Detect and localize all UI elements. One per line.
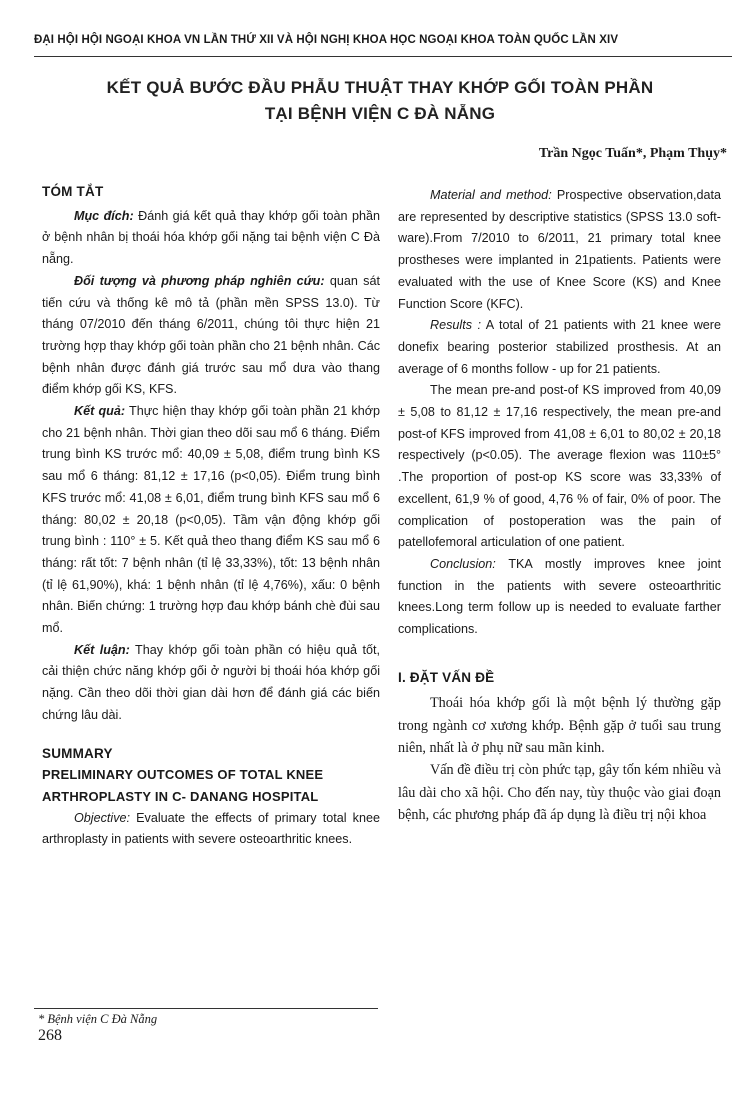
datvande-heading: I. ĐẶT VẤN ĐỀ	[398, 669, 495, 685]
datvande-para1: Thoái hóa khớp gối là một bệnh lý thường gặp trong ngành cơ xương khớp. Bệnh gặp ở tuổi sau trung niên, nhất là ở phụ nữ sau mãn kinh.	[398, 695, 721, 757]
paper-title-line2: TẠI BỆNH VIỆN C ĐÀ NẴNG	[264, 104, 496, 123]
left-column	[42, 185, 380, 851]
right-column	[398, 185, 721, 826]
footnote: * Bệnh viện C Đà Nẵng	[38, 1012, 158, 1026]
results-paragraph	[398, 315, 721, 380]
datvande-para2: Vấn đề điều trị còn phức tạp, gây tốn kém nhiều và lâu dài cho xã hội. Cho đến nay, tùy thuộc vào giai đoạn bệnh, các phương pháp đã áp dụng là điều trị nội khoa	[398, 762, 721, 823]
doituong-label: Đối tượng và phương pháp nghiên cứu:	[74, 273, 325, 288]
ketqua-label: Kết quả:	[74, 404, 126, 419]
mean-paragraph: The mean pre-and post-of KS improved from 40,09 ± 5,08 to 81,12 ± 17,16 respectively, the mean pre-and post-of KFS improved from 41,08 ± 6,01 to 80,02 ± 20,18 respectively (p<0.05). The average flexion was 110±5° .The proportion of post-op KS score was 33,33% of excellent, 61,9 % of good, 4,76 % of fair, 0% of poor. The complication of postoperation was the pain of patellofemoral articulation of one patient.	[398, 383, 721, 550]
conclusion-paragraph	[398, 554, 721, 641]
objective-paragraph	[42, 808, 380, 851]
results-text: A total of 21 patients with 21 knee were donefix bearing posterior stabilized prosthesis. At an average of 6 months follow - up for 21 patients.	[398, 318, 721, 376]
ketqua-text: Thực hiện thay khớp gối toàn phần 21 khớp cho 21 bệnh nhân. Thời gian theo dõi sau mổ 6 tháng. Điểm trung bình KS trước mổ: 40,09 ± 5,08, điểm trung bình KS sau mổ 6 tháng: 81,12 ± 17,16 (p<0,05). Điểm trung bình KFS trước mổ: 41,08 ± 6,01, điểm trung bình KFS sau mổ 6 tháng: 80,02 ± 20,18 (p<0,05). Tầm vận động khớp gối trung bình : 110° ± 5. Kết quả theo thang điểm KS sau mổ 6 tháng: rất tốt: 7 bệnh nhân (tỉ lệ 33,33%), tốt: 13 bệnh nhân (tỉ lệ 61,90%), khá: 1 bệnh nhân (tỉ lệ 4,76%), xấu: 0 bệnh nhân. Biến chứng: 1 trường hợp đau khớp bánh chè đùi sau mổ.	[42, 404, 380, 636]
summary-heading: SUMMARY	[42, 745, 113, 761]
ketluan-text: Thay khớp gối toàn phần có hiệu quả tốt, cải thiện chức năng khớp gối ở người bị thoái hóa khớp gối nặng. Cần theo dõi thời gian dài hơn để đánh giá các biến chứng lâu dài.	[42, 642, 380, 722]
ketluan-paragraph	[42, 640, 380, 727]
conclusion-text: TKA mostly improves knee joint function in the patients with severe osteoarthritic knees.Long term follow up is needed to evaluate farther complications.	[398, 556, 721, 637]
header-rule	[34, 56, 732, 57]
footnote-rule	[34, 1008, 378, 1009]
mucdich-text: Đánh giá kết quả thay khớp gối toàn phần ở bệnh nhân bị thoái hóa khớp gối nặng tai bệnh viện C Đà nẵng.	[42, 208, 380, 267]
ketluan-label: Kết luận:	[74, 642, 130, 657]
running-header: ĐẠI HỘI HỘI NGOẠI KHOA VN LẦN THỨ XII VÀ HỘI NGHỊ KHOA HỌC NGOẠI KHOA TOÀN QUỐC LẦN XIV	[34, 34, 619, 46]
material-paragraph	[398, 185, 721, 315]
summary-subtitle: PRELIMINARY OUTCOMES OF TOTAL KNEE ARTHROPLASTY IN C- DANANG HOSPITAL	[42, 767, 324, 804]
doituong-text: quan sát tiến cứu và thống kê mô tả (phần mền SPSS 13.0). Từ tháng 07/2010 đến tháng 6/2011, chúng tôi thực hiện 21 trường hợp thay khớp gối toàn phần cho 21 bệnh nhân. Các bệnh nhân được đánh giá trước sau mổ dưa vào thang điểm khớp gối KS, KFS.	[42, 273, 380, 397]
objective-label: Objective:	[74, 810, 130, 825]
material-text: Prospective observation,data are represented by descriptive statistics (SPSS 13.0 soft-ware).From 7/2010 to 6/2011, 21 primary total knee prostheses were implanted in 21patients. Patients were evaluated with the use of Knee Score (KS) and Knee Function Score (KFC).	[398, 188, 721, 311]
paper-title-line1: KẾT QUẢ BƯỚC ĐẦU PHẪU THUẬT THAY KHỚP GỐI TOÀN PHẦN	[106, 78, 654, 97]
material-label: Material and method:	[430, 188, 552, 202]
mucdich-label: Mục đích:	[74, 208, 134, 223]
tomtat-heading: TÓM TẮT	[42, 184, 104, 199]
mucdich-paragraph	[42, 206, 380, 271]
objective-text: Evaluate the effects of primary total knee arthroplasty in patients with severe osteoarthritic knees.	[42, 810, 380, 847]
conclusion-label: Conclusion:	[430, 556, 496, 571]
results-label: Results :	[430, 318, 481, 333]
page-number: 268	[38, 1027, 62, 1044]
ketqua-paragraph	[42, 401, 380, 640]
doituong-paragraph	[42, 271, 380, 401]
authors: Trần Ngọc Tuấn*, Phạm Thụy*	[538, 146, 727, 161]
